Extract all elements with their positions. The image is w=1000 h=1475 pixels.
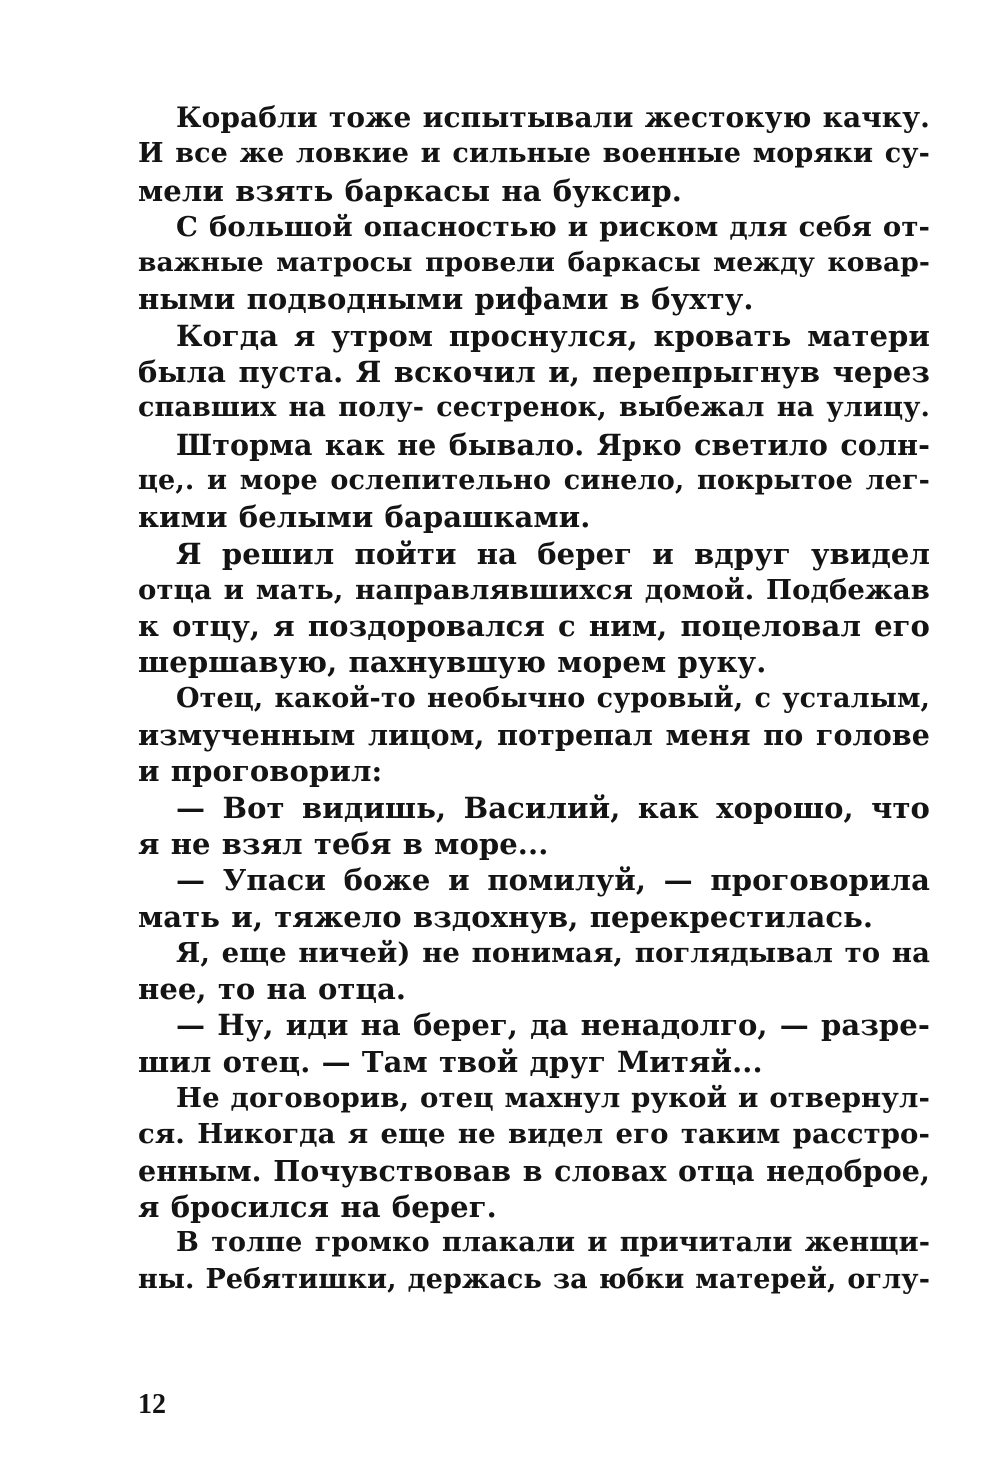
text-line: кими белыми барашками. — [138, 500, 591, 535]
text-line: ными подводными рифами в бухту. — [138, 282, 754, 317]
text-line: ся. Никогда я еще не видел его таким расстро- — [138, 1118, 930, 1151]
text-line: шершавую, пахнувшую морем руку. — [138, 645, 767, 680]
text-line: Я, еще ничей) не понимая, поглядывал то на — [176, 936, 930, 969]
text-line: мать и, тяжело вздохнув, перекрестилась. — [138, 899, 874, 934]
text-line: к отцу, я поздоровался с ним, поцеловал его — [138, 609, 930, 644]
text-line: важные матросы провели баркасы между ковар- — [138, 247, 930, 279]
text-line: и проговорил: — [138, 754, 383, 789]
text-line: измученным лицом, потрепал меня по голове — [138, 718, 930, 753]
text-line: была пуста. Я вскочил и, перепрыгнув через — [138, 355, 930, 390]
body-text — [138, 100, 930, 1298]
text-line: ны. Ребятишки, держась за юбки матерей, оглу- — [138, 1263, 930, 1295]
text-line: С большой опасностью и риском для себя от- — [176, 210, 930, 243]
text-line: це,. и море ослепительно синело, покрытое лег- — [138, 464, 930, 496]
text-line: отца и мать, направлявшихся домой. Подбежав — [138, 573, 930, 606]
text-line: шил отец. — Там твой друг Митяй... — [138, 1044, 763, 1079]
page-number: 12 — [138, 1389, 166, 1420]
text-line: я бросился на берег. — [138, 1189, 497, 1224]
text-line: Я решил пойти на берег и вдруг увидел — [176, 536, 930, 571]
text-line: нее, то на отца. — [138, 972, 407, 1007]
text-line: Не договорив, отец махнул рукой и отвернул- — [176, 1082, 930, 1115]
text-line: И все же ловкие и сильные военные моряки су- — [138, 138, 930, 170]
text-line: Отец, какой-то необычно суровый, с усталым, — [176, 682, 930, 714]
text-line: — Ну, иди на берег, да ненадолго, — разре- — [176, 1008, 930, 1043]
text-line: Шторма как не бывало. Ярко светило солн- — [176, 427, 930, 462]
text-line: Корабли тоже испытывали жестокую качку. — [176, 101, 930, 134]
text-line: — Вот видишь, Василий, как хорошо, что — [176, 790, 930, 825]
text-line: Когда я утром проснулся, кровать матери — [176, 318, 930, 353]
text-line: енным. Почувствовав в словах отца недоброе, — [138, 1153, 930, 1188]
text-line: я не взял тебя в море... — [138, 826, 549, 861]
text-line: спавших на полу- сестренок, выбежал на улицу. — [138, 392, 930, 424]
text-line: мели взять баркасы на буксир. — [138, 173, 682, 208]
text-line: — Упаси боже и помилуй, — проговорила — [176, 863, 930, 898]
text-line: В толпе громко плакали и причитали женщи- — [176, 1227, 930, 1259]
